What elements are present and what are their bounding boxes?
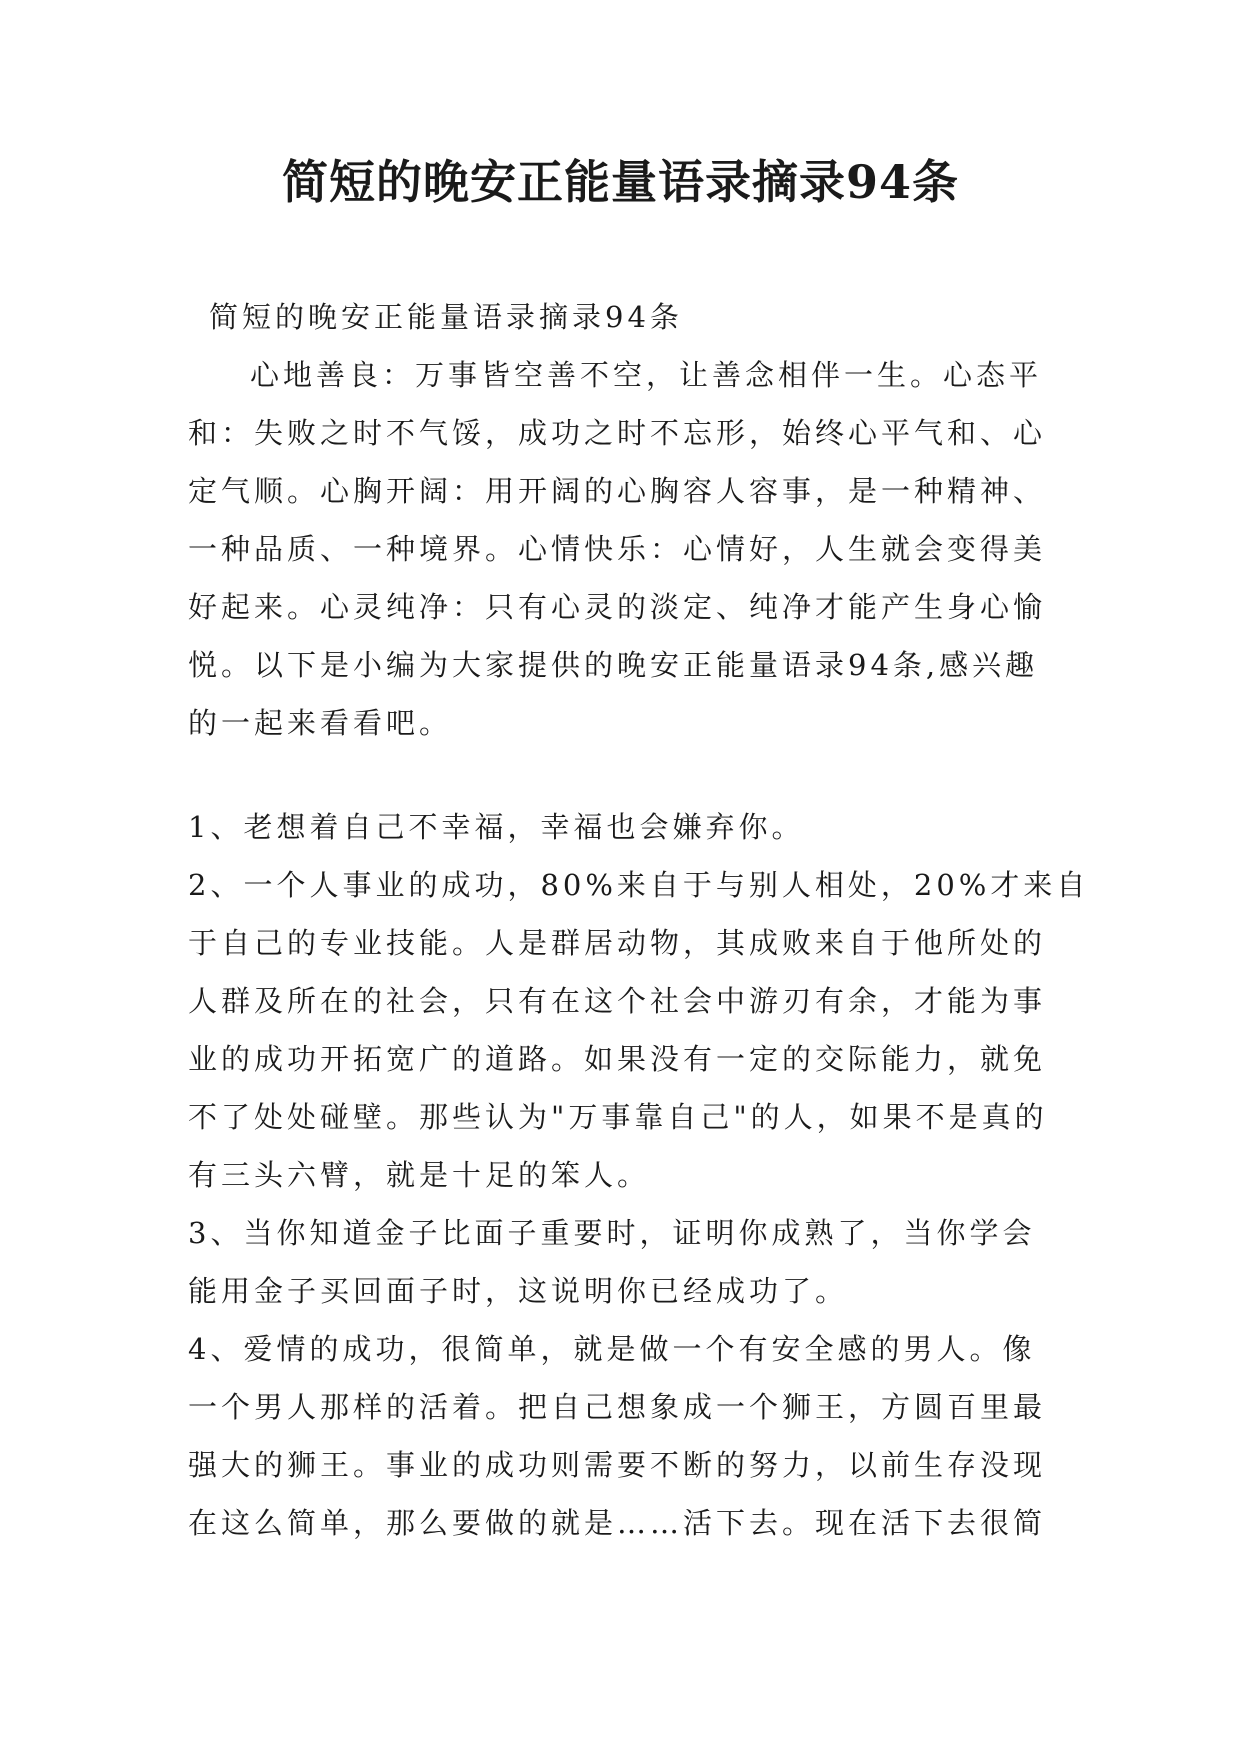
list-item-line: 一个男人那样的活着。把自己想象成一个狮王，方圆百里最 bbox=[188, 1390, 1047, 1424]
list-item-line: 3、当你知道金子比面子重要时，证明你成熟了，当你学会 bbox=[188, 1216, 1036, 1250]
list-item-line: 有三头六臂，就是十足的笨人。 bbox=[188, 1158, 651, 1192]
intro-line: 一种品质、一种境界。心情快乐：心情好，人生就会变得美 bbox=[188, 532, 1047, 566]
list-item-line: 能用金子买回面子时，这说明你已经成功了。 bbox=[188, 1274, 849, 1308]
intro-line: 悦。以下是小编为大家提供的晚安正能量语录94条,感兴趣 bbox=[188, 648, 1039, 682]
intro-line: 心地善良：万事皆空善不空，让善念相伴一生。心态平 bbox=[250, 358, 1043, 392]
list-item-line: 4、爱情的成功，很简单，就是做一个有安全感的男人。像 bbox=[188, 1332, 1036, 1366]
list-item-line: 业的成功开拓宽广的道路。如果没有一定的交际能力，就免 bbox=[188, 1042, 1047, 1076]
list-item-line: 于自己的专业技能。人是群居动物，其成败来自于他所处的 bbox=[188, 926, 1047, 960]
intro-line: 好起来。心灵纯净：只有心灵的淡定、纯净才能产生身心愉 bbox=[188, 590, 1047, 624]
list-item-line: 在这么简单，那么要做的就是……活下去。现在活下去很简 bbox=[188, 1506, 1047, 1540]
document-subtitle: 简短的晚安正能量语录摘录94条 bbox=[209, 300, 683, 334]
document-body bbox=[188, 288, 1090, 1552]
list-item-line: 不了处处碰壁。那些认为"万事靠自己"的人，如果不是真的 bbox=[188, 1100, 1048, 1134]
list-item-line: 强大的狮王。事业的成功则需要不断的努力，以前生存没现 bbox=[188, 1448, 1047, 1482]
list-item-line: 1、老想着自己不幸福，幸福也会嫌弃你。 bbox=[188, 810, 805, 844]
document-title: 简短的晚安正能量语录摘录94条 bbox=[281, 155, 959, 209]
list-item-line: 2、一个人事业的成功，80%来自于与别人相处，20%才来自 bbox=[188, 868, 1090, 902]
intro-line: 和：失败之时不气馁，成功之时不忘形，始终心平气和、心 bbox=[188, 416, 1047, 450]
intro-line: 的一起来看看吧。 bbox=[188, 706, 453, 740]
intro-line: 定气顺。心胸开阔：用开阔的心胸容人容事，是一种精神、 bbox=[188, 474, 1047, 508]
paragraph-gap bbox=[188, 752, 1068, 798]
list-item-line: 人群及所在的社会，只有在这个社会中游刃有余，才能为事 bbox=[188, 984, 1047, 1018]
